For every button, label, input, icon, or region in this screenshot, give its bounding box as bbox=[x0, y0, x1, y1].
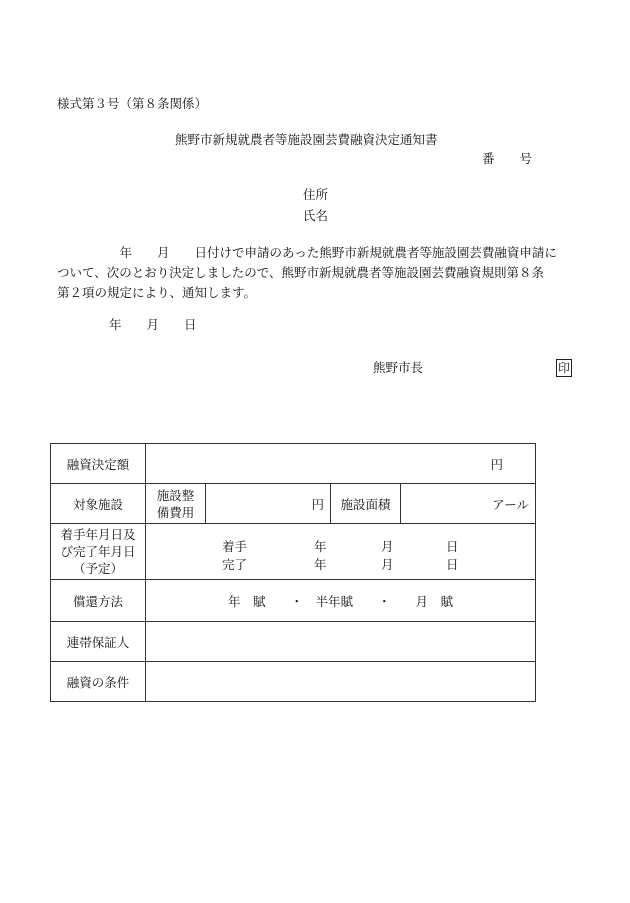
number-label: 番 号 bbox=[482, 151, 533, 166]
facility-label: 対象施設 bbox=[51, 484, 146, 524]
table-row bbox=[51, 662, 536, 702]
table-row bbox=[51, 484, 536, 524]
facility-cost-value: 円 bbox=[206, 484, 331, 524]
repay-options: 年 賦 ・ 半年賦 ・ 月 賦 bbox=[146, 580, 536, 622]
repay-label: 償還方法 bbox=[51, 580, 146, 622]
amount-unit: 円 bbox=[490, 456, 504, 472]
body-line: 第２項の規定により、通知します。 bbox=[57, 285, 257, 300]
conditions-value bbox=[146, 662, 536, 702]
table-row bbox=[51, 444, 536, 484]
seal-stamp: 印 bbox=[557, 361, 570, 375]
facility-area-label: 施設面積 bbox=[331, 484, 401, 524]
name-label: 氏名 bbox=[303, 208, 329, 223]
body-line: 年 月 日付けで申請のあった熊野市新規就農者等施設園芸費融資申請に bbox=[57, 245, 557, 260]
loan-decision-table bbox=[50, 443, 536, 702]
start-date-row: 着手 年 月 日 bbox=[222, 538, 459, 554]
amount-label: 融資決定額 bbox=[51, 444, 146, 484]
table-row bbox=[51, 524, 536, 580]
period-value bbox=[146, 524, 536, 580]
conditions-label: 融資の条件 bbox=[51, 662, 146, 702]
form-number-label: 様式第３号（第８条関係） bbox=[57, 96, 208, 111]
body-line: ついて、次のとおり決定しましたので、熊野市新規就農者等施設園芸費融資規則第８条 bbox=[57, 265, 545, 280]
address-label: 住所 bbox=[303, 187, 329, 202]
guarantor-value bbox=[146, 622, 536, 662]
period-label: 着手年月日及 び完了年月日 （予定） bbox=[51, 524, 146, 580]
amount-value bbox=[146, 444, 536, 484]
table-row bbox=[51, 622, 536, 662]
issue-date: 年 月 日 bbox=[109, 317, 197, 332]
end-date-row: 完了 年 月 日 bbox=[222, 556, 459, 572]
body-text bbox=[57, 243, 587, 303]
document-title: 熊野市新規就農者等施設園芸費融資決定通知書 bbox=[175, 132, 438, 147]
facility-cost-label: 施設整 備費用 bbox=[146, 484, 206, 524]
facility-area-value: アール bbox=[401, 484, 536, 524]
mayor-title: 熊野市長 bbox=[373, 360, 424, 375]
guarantor-label: 連帯保証人 bbox=[51, 622, 146, 662]
table-row bbox=[51, 580, 536, 622]
